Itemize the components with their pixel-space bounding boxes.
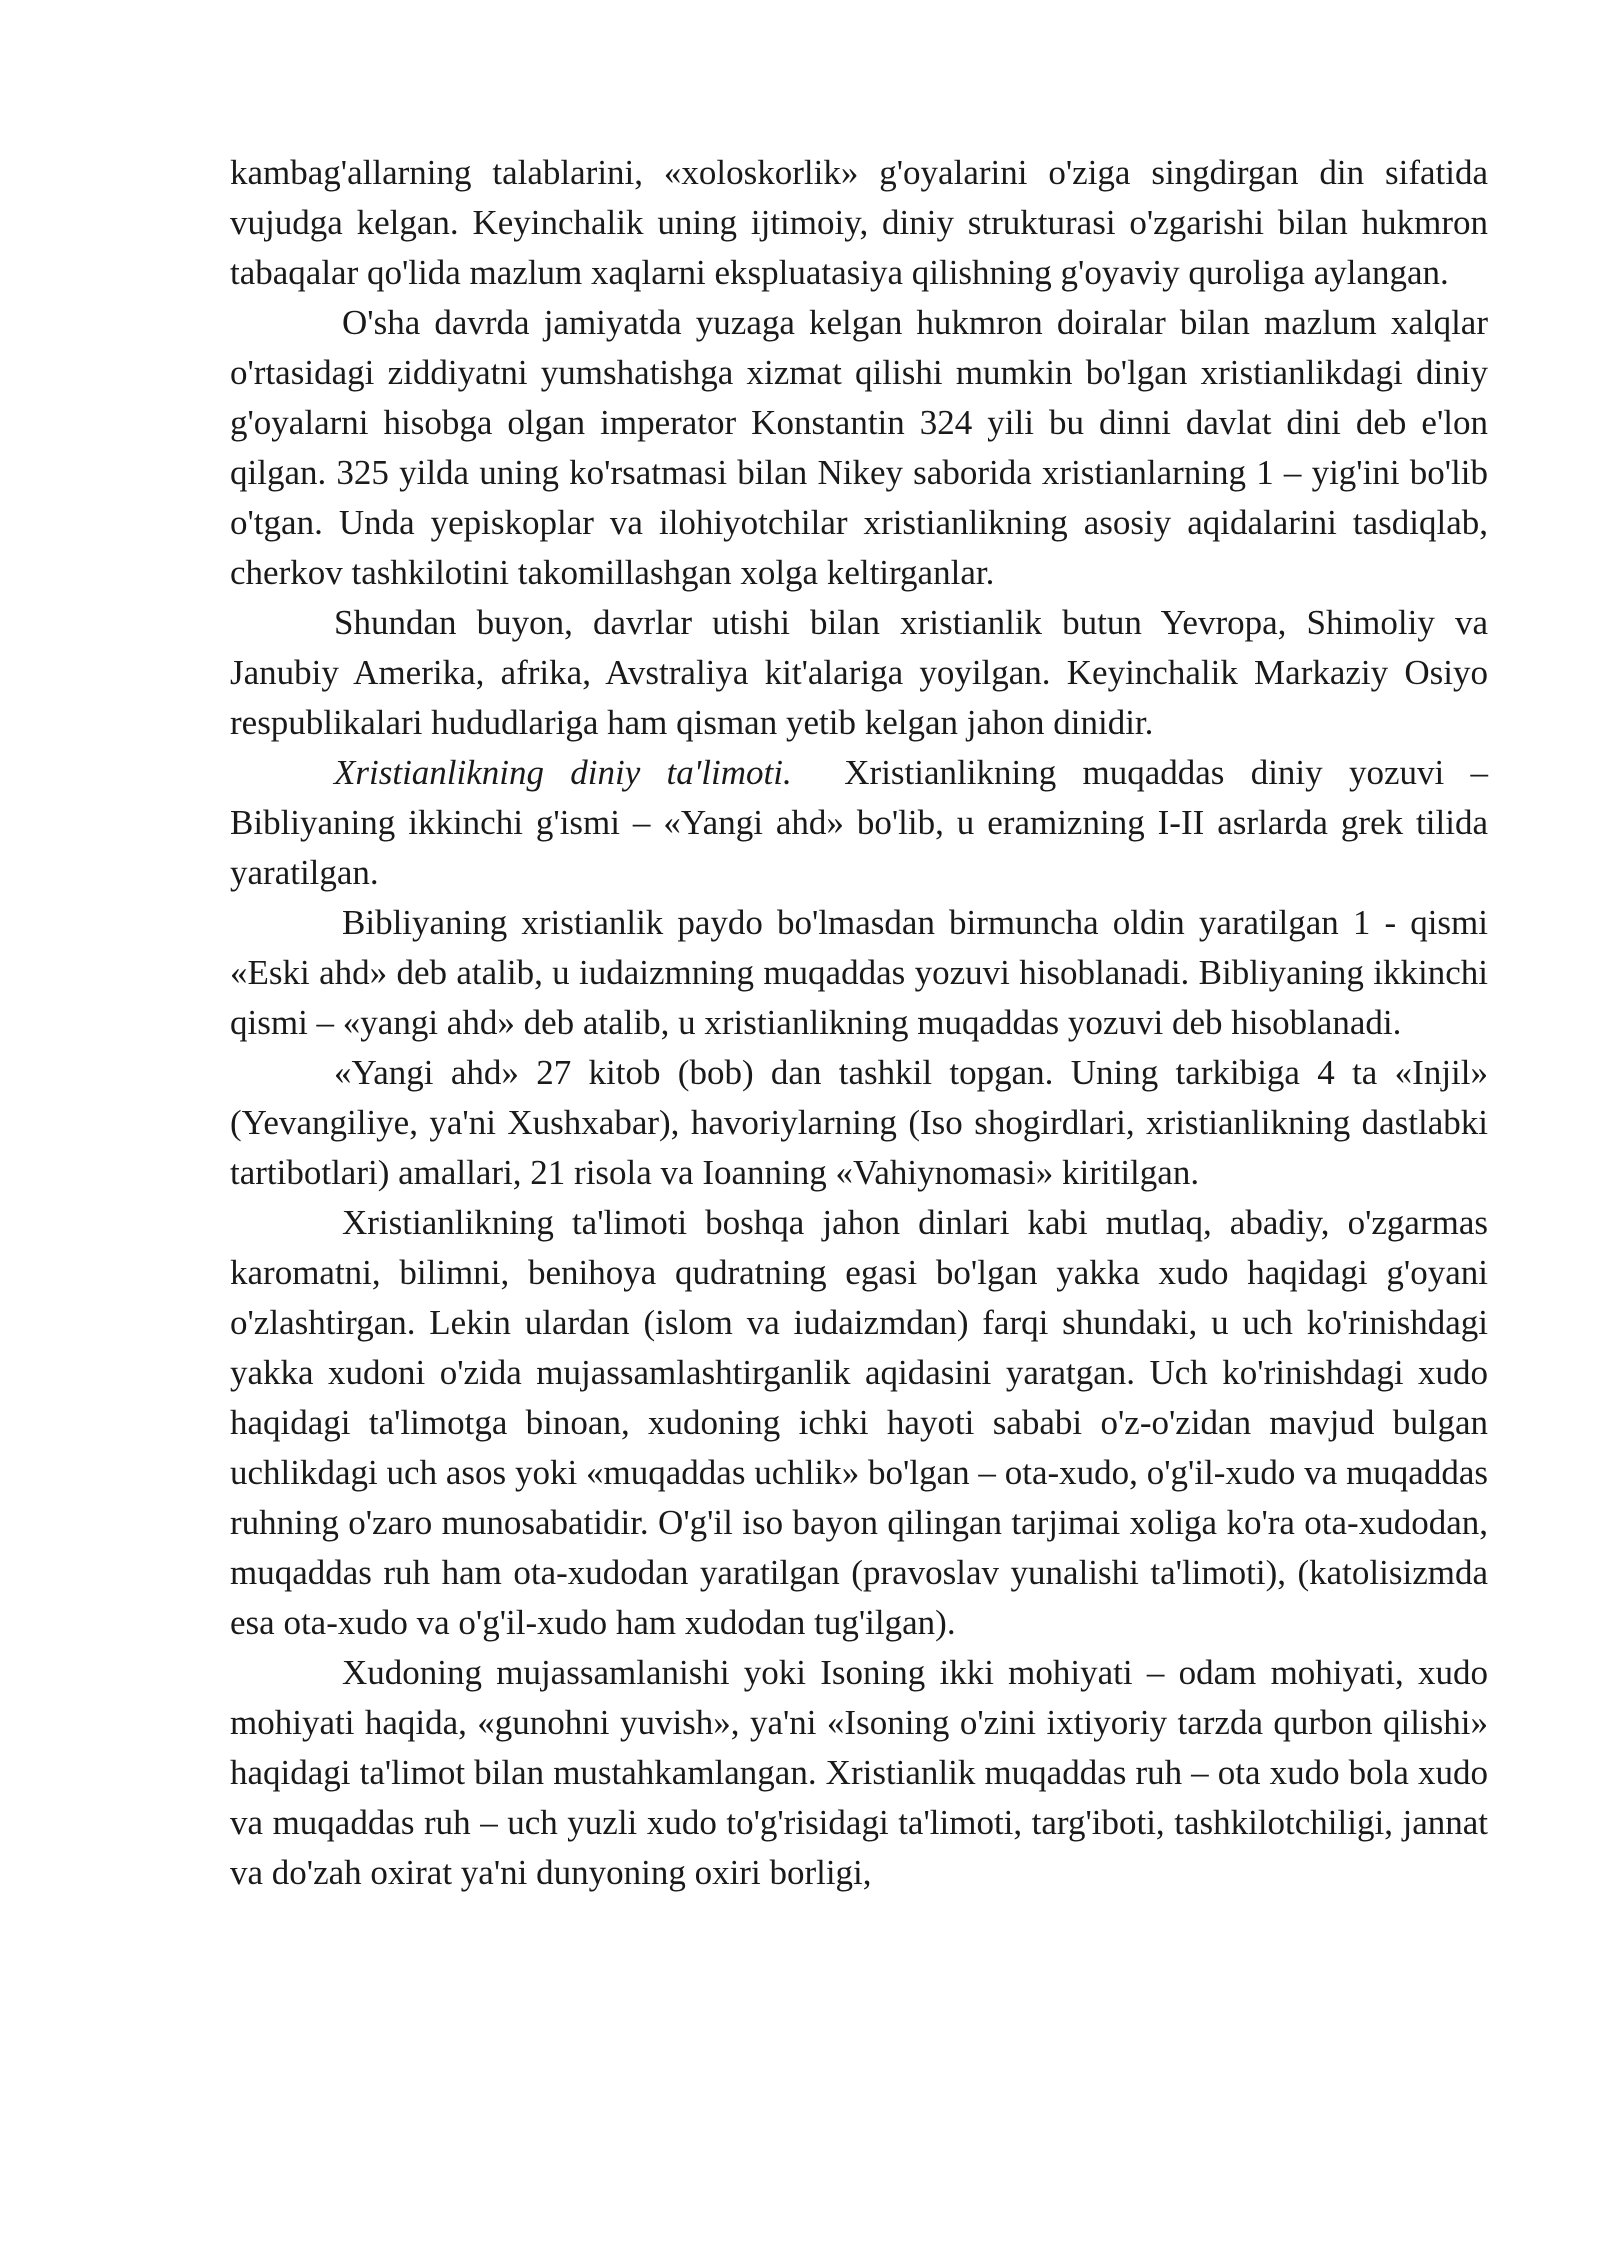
paragraph-1: kambag'allarning talablarini, «xoloskorlik» g'oyalarini o'ziga singdirgan din sifatida vujudga kelgan. Keyinchalik uning ijtimoiy, diniy strukturasi o'zgarishi bilan hukmron tabaqalar qo'lida mazlum xaqlarni ekspluatasiya qilishning g'oyaviy quroliga aylangan. <box>230 153 1488 292</box>
paragraph-5: Bibliyaning xristianlik paydo bo'lmasdan birmuncha oldin yaratilgan 1 - qismi «Eski ahd» deb atalib, u iudaizmning muqaddas yozuvi hisoblanadi. Bibliyaning ikkinchi qismi – «yangi ahd» deb atalib, u xristianlikning muqaddas yozuvi deb hisoblanadi. <box>230 903 1488 1042</box>
paragraph-4-text: Xristianlikning muqaddas diniy yozuvi – Bibliyaning ikkinchi g'ismi – «Yangi ahd» bo'lib, u eramizning I-II asrlarda grek tilida yaratilgan. <box>230 753 1488 892</box>
paragraph-3: Shundan buyon, davrlar utishi bilan xristianlik butun Yevropa, Shimoliy va Janubiy Amerika, afrika, Avstraliya kit'alariga yoyilgan. Keyinchalik Markaziy Osiyo respublikalari hududlariga ham qisman yetib kelgan jahon dinidir. <box>230 603 1488 742</box>
document-page <box>230 148 1488 1898</box>
paragraph-8: Xudoning mujassamlanishi yoki Isoning ikki mohiyati – odam mohiyati, xudo mohiyati haqida, «gunohni yuvish», ya'ni «Isoning o'zini ixtiyoriy tarzda qurbon qilishi» haqidagi ta'limot bilan mustahkamlangan. Xristianlik muqaddas ruh – ota xudo bola xudo va muqaddas ruh – uch yuzli xudo to'g'risidagi ta'limoti, targ'iboti, tashkilotchiligi, jannat va do'zah oxirat ya'ni dunyoning oxiri borligi, <box>230 1653 1488 1892</box>
paragraph-6: «Yangi ahd» 27 kitob (bob) dan tashkil topgan. Uning tarkibiga 4 ta «Injil» (Yevangiliye, ya'ni Xushxabar), havoriylarning (Iso shogirdlari, xristianlikning dastlabki tartibotlari) amallari, 21 risola va Ioanning «Vahiynomasi» kiritilgan. <box>230 1053 1488 1192</box>
paragraph-4 <box>230 748 1488 898</box>
section-heading: Xristianlikning diniy ta'limoti. <box>334 753 792 792</box>
paragraph-2: O'sha davrda jamiyatda yuzaga kelgan hukmron doiralar bilan mazlum xalqlar o'rtasidagi ziddiyatni yumshatishga xizmat qilishi mumkin bo'lgan xristianlikdagi diniy g'oyalarni hisobga olgan imperator Konstantin 324 yili bu dinni davlat dini deb e'lon qilgan. 325 yilda uning ko'rsatmasi bilan Nikey saborida xristianlarning 1 – yig'ini bo'lib o'tgan. Unda yepiskoplar va ilohiyotchilar xristianlikning asosiy aqidalarini tasdiqlab, cherkov tashkilotini takomillashgan xolga keltirganlar. <box>230 303 1488 592</box>
paragraph-7: Xristianlikning ta'limoti boshqa jahon dinlari kabi mutlaq, abadiy, o'zgarmas karomatni, bilimni, benihoya qudratning egasi bo'lgan yakka xudo haqidagi g'oyani o'zlashtirgan. Lekin ulardan (islom va iudaizmdan) farqi shundaki, u uch ko'rinishdagi yakka xudoni o'zida mujassamlashtirganlik aqidasini yaratgan. Uch ko'rinishdagi xudo haqidagi ta'limotga binoan, xudoning ichki hayoti sababi o'z-o'zidan mavjud bulgan uchlikdagi uch asos yoki «muqaddas uchlik» bo'lgan – ota-xudo, o'g'il-xudo va muqaddas ruhning o'zaro munosabatidir. O'g'il iso bayon qilingan tarjimai xoliga ko'ra ota-xudodan, muqaddas ruh ham ota-xudodan yaratilgan (pravoslav yunalishi ta'limoti), (katolisizmda esa ota-xudo va o'g'il-xudo ham xudodan tug'ilgan). <box>230 1203 1488 1642</box>
